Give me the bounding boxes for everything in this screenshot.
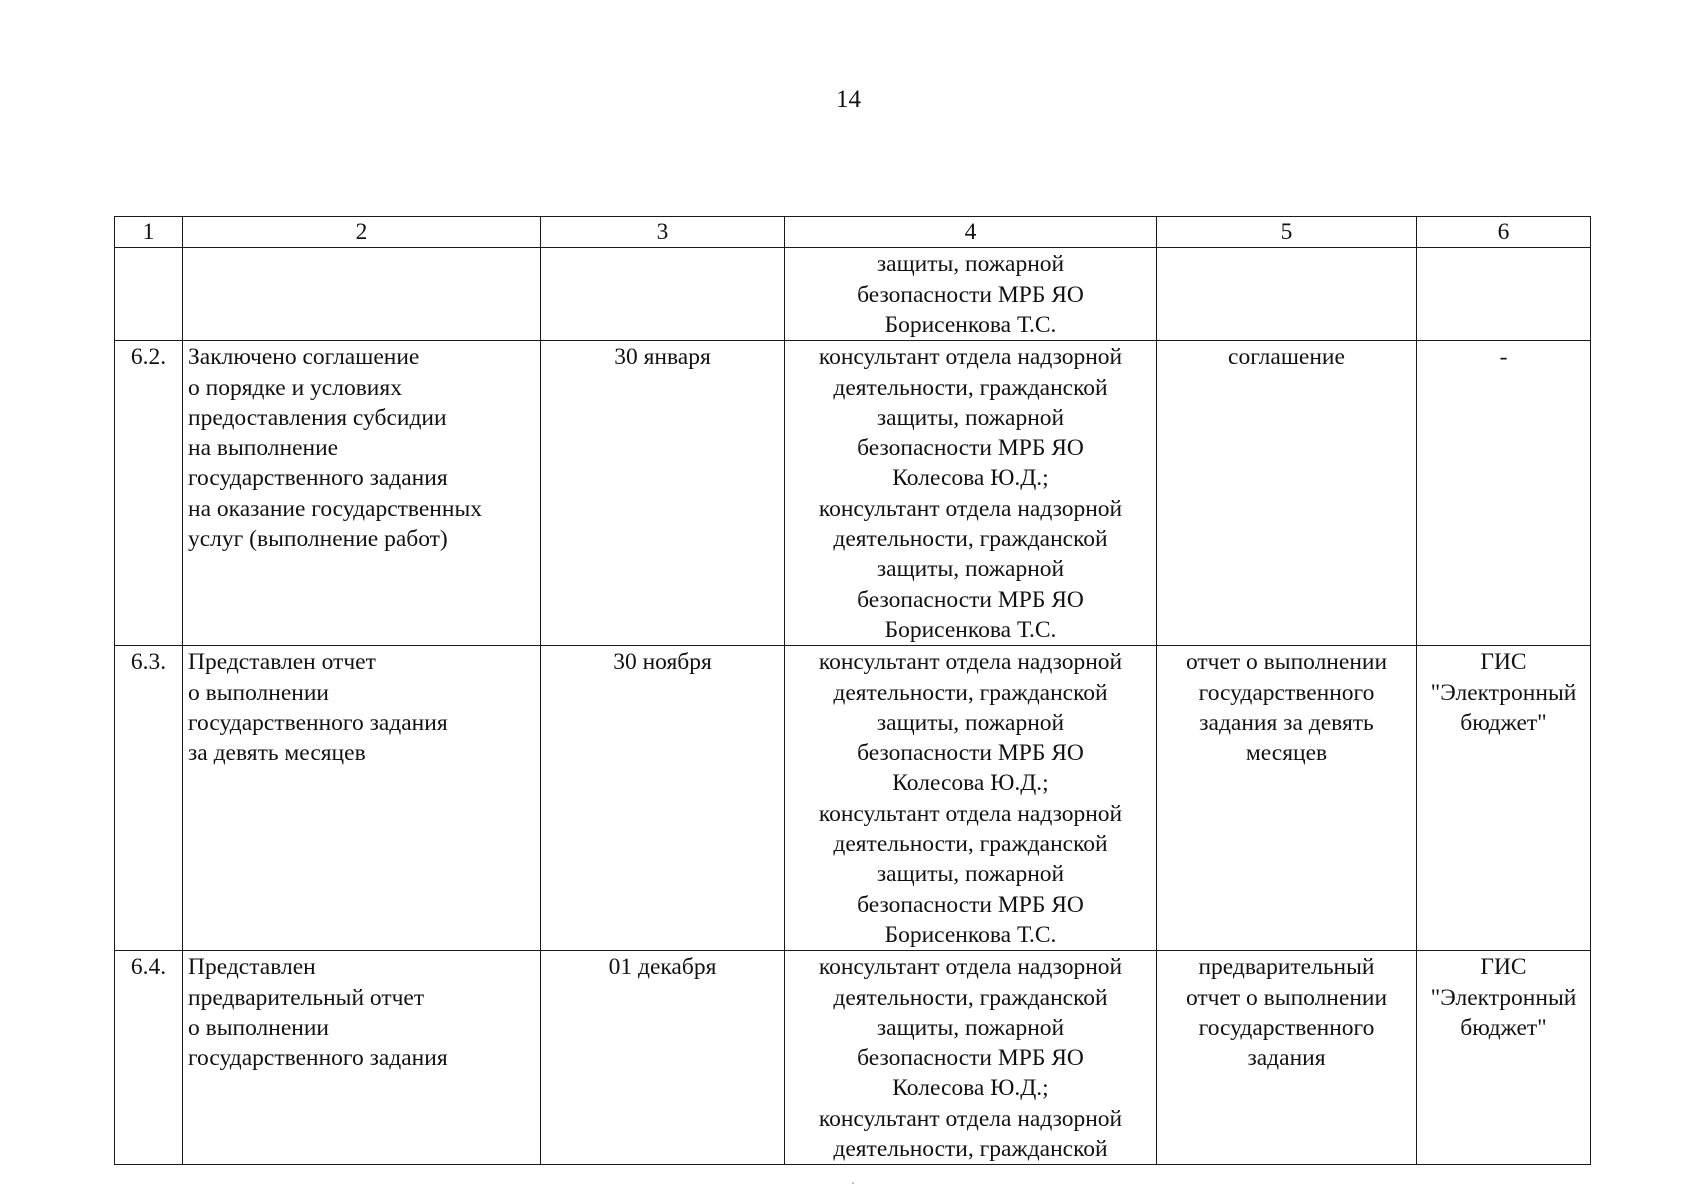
activities-table bbox=[114, 216, 1591, 1165]
responsible-cell: консультант отдела надзорной деятельности, гражданской защиты, пожарной безопасности МРБ ЯО Колесова Ю.Д.; консультант отдела надзорной деятельности, гражданской защиты, пожарной безопасности МРБ ЯО Борисенкова Т.С. bbox=[785, 646, 1157, 951]
row-number bbox=[115, 248, 183, 341]
system-cell: - bbox=[1417, 341, 1591, 646]
system-cell: ГИС "Электронный бюджет" bbox=[1417, 951, 1591, 1165]
table-row-continuation bbox=[115, 248, 1591, 341]
result-cell: соглашение bbox=[1157, 341, 1417, 646]
date-cell: 30 января bbox=[541, 341, 785, 646]
table-row bbox=[115, 646, 1591, 951]
table-row bbox=[115, 341, 1591, 646]
column-header-3: 3 bbox=[541, 217, 785, 248]
table-row bbox=[115, 951, 1591, 1165]
event-cell: Представлен предварительный отчет о выполнении государственного задания bbox=[183, 951, 541, 1165]
result-cell: предварительный отчет о выполнении государственного задания bbox=[1157, 951, 1417, 1165]
table-header-row bbox=[115, 217, 1591, 248]
row-number: 6.2. bbox=[115, 341, 183, 646]
column-header-4: 4 bbox=[785, 217, 1157, 248]
responsible-cell: консультант отдела надзорной деятельности, гражданской защиты, пожарной безопасности МРБ ЯО Колесова Ю.Д.; консультант отдела надзорной деятельности, гражданской защиты, пожарной безопасности МРБ ЯО Борисенкова Т.С. bbox=[785, 341, 1157, 646]
system-cell bbox=[1417, 248, 1591, 341]
row-number: 6.3. bbox=[115, 646, 183, 951]
column-header-1: 1 bbox=[115, 217, 183, 248]
date-cell: 30 ноября bbox=[541, 646, 785, 951]
result-cell bbox=[1157, 248, 1417, 341]
event-cell bbox=[183, 248, 541, 341]
responsible-cell: консультант отдела надзорной деятельности, гражданской защиты, пожарной безопасности МРБ ЯО Колесова Ю.Д.; консультант отдела надзорной деятельности, гражданской bbox=[785, 951, 1157, 1165]
column-header-5: 5 bbox=[1157, 217, 1417, 248]
column-header-6: 6 bbox=[1417, 217, 1591, 248]
scan-speck bbox=[852, 1182, 854, 1184]
date-cell: 01 декабря bbox=[541, 951, 785, 1165]
result-cell: отчет о выполнении государственного задания за девять месяцев bbox=[1157, 646, 1417, 951]
system-cell: ГИС "Электронный бюджет" bbox=[1417, 646, 1591, 951]
event-cell: Представлен отчет о выполнении государственного задания за девять месяцев bbox=[183, 646, 541, 951]
date-cell bbox=[541, 248, 785, 341]
responsible-cell: защиты, пожарной безопасности МРБ ЯО Борисенкова Т.С. bbox=[785, 248, 1157, 341]
event-cell: Заключено соглашение о порядке и условиях предоставления субсидии на выполнение государственного задания на оказание государственных услуг (выполнение работ) bbox=[183, 341, 541, 646]
page-number: 14 bbox=[836, 86, 861, 113]
row-number: 6.4. bbox=[115, 951, 183, 1165]
column-header-2: 2 bbox=[183, 217, 541, 248]
